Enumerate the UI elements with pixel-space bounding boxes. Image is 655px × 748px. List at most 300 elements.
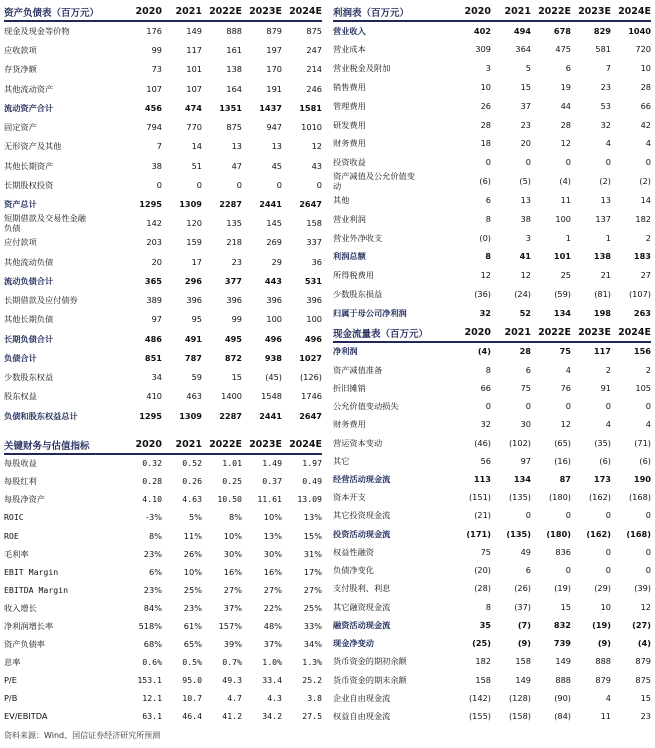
table-row (4, 654, 322, 672)
cell-value: (135) (508, 492, 531, 503)
cell-value: 879 (266, 25, 282, 36)
table-row (4, 407, 322, 426)
cell-value: 23 (600, 82, 611, 93)
cell-value: 17 (191, 256, 202, 267)
cell-value: 35 (479, 619, 491, 630)
row-label: 净利润 (333, 346, 358, 357)
cell-value: 1295 (139, 198, 162, 209)
table-row (4, 491, 322, 509)
row-label: 股东权益 (4, 391, 37, 402)
cell-value: 6 (525, 364, 531, 375)
cell-value: 75 (480, 546, 491, 557)
table-row (4, 618, 322, 636)
cell-value: (162) (588, 492, 611, 503)
table-body (333, 343, 651, 726)
cell-value: 23% (183, 602, 202, 613)
cell-value: 10% (183, 566, 202, 577)
cell-value: 173 (593, 474, 611, 484)
cell-value: 28 (480, 119, 491, 130)
cell-value: 456 (144, 102, 162, 113)
cell-value: 518% (138, 620, 162, 631)
key-indicators-table (4, 436, 322, 726)
cell-value: 938 (264, 352, 282, 363)
column-header: 2024E (618, 327, 651, 338)
cell-value: 15 (640, 692, 651, 703)
row-label: ROE (4, 530, 19, 541)
cell-value: (19) (592, 619, 611, 630)
cell-value: 101 (186, 64, 202, 75)
cell-value: 2 (645, 232, 651, 243)
table-row (333, 285, 651, 304)
table-row (4, 690, 322, 708)
cell-value: 829 (593, 25, 611, 36)
cell-value: 296 (184, 275, 202, 286)
cell-value: 6 (565, 63, 571, 74)
row-label: 其他流动负债 (4, 256, 54, 267)
cell-value: 15 (520, 82, 531, 93)
cell-value: 1581 (299, 102, 322, 113)
cell-value: 13% (303, 512, 322, 523)
cell-value: 1.01 (222, 458, 242, 469)
table-row (4, 349, 322, 368)
column-header: 2020 (464, 6, 491, 17)
cell-value: 159 (186, 237, 202, 248)
cell-value: 875 (635, 674, 651, 685)
column-header: 2022E (538, 6, 571, 17)
row-label: 公允价值变动损失 (333, 401, 399, 412)
cell-value: 0 (525, 510, 531, 521)
cell-value: 875 (226, 122, 242, 133)
table-row (4, 708, 322, 726)
cell-value: 1 (605, 232, 611, 243)
row-label: 融资活动现金流 (333, 619, 391, 630)
cell-value: 1027 (299, 352, 322, 363)
table-row (4, 581, 322, 599)
table-row (333, 434, 651, 452)
cell-value: 34.2 (262, 711, 282, 722)
cell-value: 49.3 (222, 675, 242, 686)
cash-flow-table (333, 324, 651, 726)
cell-value: 0 (236, 179, 242, 190)
row-label: 负债合计 (4, 352, 37, 363)
cell-value: 1 (565, 232, 571, 243)
cell-value: 66 (480, 382, 491, 393)
table-row (333, 525, 651, 543)
cell-value: 28 (560, 119, 571, 130)
cell-value: (168) (628, 492, 651, 503)
cell-value: 4 (605, 138, 611, 149)
cell-value: 269 (266, 237, 282, 248)
table-row (333, 154, 651, 173)
cell-value: 486 (144, 333, 162, 344)
row-label: 其它投资现金流 (333, 510, 391, 521)
cell-value: 475 (555, 44, 571, 55)
cell-value: 1400 (221, 391, 242, 402)
cell-value: 11 (560, 195, 571, 206)
table-row (4, 509, 322, 527)
cell-value: (90) (554, 692, 571, 703)
table-row (4, 311, 322, 330)
row-label: 每股收益 (4, 458, 37, 469)
table-row (333, 78, 651, 97)
cell-value: 1040 (628, 25, 651, 36)
cell-value: 38 (520, 213, 531, 224)
cell-value: 0 (605, 510, 611, 521)
cell-value: 1.97 (302, 458, 322, 469)
cell-value: 91 (600, 382, 611, 393)
cell-value: 25.2 (302, 675, 322, 686)
cell-value: 61% (183, 620, 202, 631)
table-row (333, 343, 651, 361)
row-label: 流动资产合计 (4, 102, 54, 113)
cell-value: 247 (306, 45, 322, 56)
cell-value: 97 (151, 314, 162, 325)
column-header: 2023E (249, 6, 282, 17)
cell-value: 25 (560, 270, 571, 281)
cell-value: 832 (553, 619, 571, 630)
cell-value: 3.8 (307, 693, 322, 704)
table-row (4, 473, 322, 491)
table-row (333, 507, 651, 525)
cell-value: 13 (520, 195, 531, 206)
cell-value: 496 (304, 333, 322, 344)
cell-value: 20 (151, 256, 162, 267)
cell-value: 10 (600, 601, 611, 612)
cell-value: (171) (466, 528, 491, 539)
cell-value: 0 (645, 510, 651, 521)
cell-value: 0 (605, 565, 611, 576)
cell-value: 36 (311, 256, 322, 267)
row-label: 货币资金的期末余额 (333, 674, 407, 685)
table-row (333, 210, 651, 229)
cell-value: 34 (151, 372, 162, 383)
row-label: 现金及现金等价物 (4, 25, 70, 36)
cell-value: 158 (515, 656, 531, 667)
cell-value: 191 (266, 83, 282, 94)
cell-value: 0 (645, 546, 651, 557)
cell-value: 10% (223, 530, 242, 541)
cell-value: 13 (600, 195, 611, 206)
cell-value: 2647 (299, 198, 322, 209)
cell-value: 1010 (301, 122, 322, 133)
row-label: 短期借款及交易性金融 负债 (4, 213, 86, 233)
cell-value: (142) (468, 692, 491, 703)
cell-value: (126) (299, 372, 322, 383)
cell-value: 0.5% (182, 656, 202, 667)
cell-value: 87 (559, 474, 571, 484)
cell-value: 16% (263, 566, 282, 577)
cell-value: 0 (645, 157, 651, 168)
cell-value: 39% (223, 638, 242, 649)
row-label: 其他流动资产 (4, 83, 54, 94)
cell-value: (19) (554, 583, 571, 594)
table-title: 资产负债表（百万元） (4, 7, 100, 19)
column-header: 2024E (289, 439, 322, 450)
row-label: 营业外净收支 (333, 232, 383, 243)
row-label: 息率 (4, 656, 21, 667)
cell-value: 851 (144, 352, 162, 363)
cell-value: 581 (595, 44, 611, 55)
cell-value: 161 (226, 45, 242, 56)
cell-value: 5 (525, 63, 531, 74)
cell-value: 309 (475, 44, 491, 55)
cell-value: 41.2 (222, 711, 242, 722)
cell-value: 51 (191, 160, 202, 171)
cell-value: 377 (224, 275, 242, 286)
cell-value: 23 (231, 256, 242, 267)
cell-value: 1548 (261, 391, 282, 402)
row-label: 财务费用 (333, 419, 366, 430)
cell-value: 198 (593, 307, 611, 318)
cell-value: 0.25 (222, 476, 242, 487)
cell-value: 2647 (299, 410, 322, 421)
cell-value: 0 (316, 179, 322, 190)
cell-value: 99 (151, 45, 162, 56)
cell-value: 875 (306, 25, 322, 36)
cell-value: 4.3 (267, 693, 282, 704)
cell-value: 59 (191, 372, 202, 383)
cell-value: (6) (479, 176, 491, 187)
row-label: 所得税费用 (333, 270, 374, 281)
cell-value: (4) (637, 638, 651, 649)
cell-value: 84% (143, 602, 162, 613)
cell-value: 4 (605, 692, 611, 703)
cell-value: 794 (146, 122, 162, 133)
cell-value: 157% (218, 620, 242, 631)
cell-value: (71) (634, 437, 651, 448)
cell-value: 53 (600, 100, 611, 111)
cell-value: (168) (626, 528, 651, 539)
cell-value: 6 (525, 565, 531, 576)
table-row (333, 41, 651, 60)
table-row (333, 635, 651, 653)
row-label: EBIT Margin (4, 566, 59, 577)
row-label: 其他长期负债 (4, 314, 54, 325)
table-row (333, 544, 651, 562)
cell-value: 63.1 (142, 711, 162, 722)
cell-value: 2287 (219, 198, 242, 209)
cell-value: 0 (276, 179, 282, 190)
cell-value: 3 (485, 63, 491, 74)
cell-value: 396 (266, 295, 282, 306)
cell-value: 4 (565, 364, 571, 375)
cell-value: 0 (196, 179, 202, 190)
cell-value: (20) (474, 565, 491, 576)
cell-value: 28 (519, 346, 531, 357)
cell-value: 1.0% (262, 656, 282, 667)
cell-value: 27% (303, 584, 322, 595)
cell-value: 14 (640, 195, 651, 206)
table-row (333, 598, 651, 616)
cell-value: 8 (485, 601, 491, 612)
cell-value: 12.1 (142, 693, 162, 704)
cell-value: 134 (553, 307, 571, 318)
row-label: 营业成本 (333, 44, 366, 55)
cell-value: 13 (271, 141, 282, 152)
cell-value: (84) (554, 711, 571, 722)
cell-value: 46.4 (182, 711, 202, 722)
cell-value: 7 (605, 63, 611, 74)
cell-value: 0 (525, 157, 531, 168)
cell-value: 443 (264, 275, 282, 286)
table-row (333, 267, 651, 286)
cell-value: 49 (520, 546, 531, 557)
cell-value: 135 (226, 218, 242, 229)
cell-value: 787 (184, 352, 202, 363)
table-row (4, 80, 322, 99)
table-row (4, 157, 322, 176)
cell-value: 22% (263, 602, 282, 613)
cell-value: 33% (303, 620, 322, 631)
cell-value: 1.49 (262, 458, 282, 469)
table-row (4, 118, 322, 137)
cell-value: 0.32 (142, 458, 162, 469)
cell-value: 872 (224, 352, 242, 363)
cell-value: 95.0 (182, 675, 202, 686)
row-label: 管理费用 (333, 100, 366, 111)
table-body (4, 455, 322, 726)
cell-value: 0 (605, 157, 611, 168)
table-row (333, 580, 651, 598)
cell-value: 0 (485, 401, 491, 412)
row-label: 应付款项 (4, 237, 37, 248)
table-row (4, 636, 322, 654)
cell-value: (59) (554, 289, 571, 299)
table-row (333, 229, 651, 248)
cell-value: -3% (146, 512, 162, 523)
cell-value: 32 (479, 307, 491, 318)
column-header: 2020 (135, 439, 162, 450)
table-row (333, 191, 651, 210)
table-row (333, 562, 651, 580)
row-label: 无形资产及其他 (4, 141, 62, 152)
cell-value: 27% (263, 584, 282, 595)
cell-value: 183 (633, 251, 651, 262)
cell-value: (155) (468, 711, 491, 722)
cell-value: (5) (519, 176, 531, 187)
cell-value: (36) (474, 289, 491, 299)
cell-value: 0.49 (302, 476, 322, 487)
cell-value: 10.7 (182, 693, 202, 704)
table-row (333, 248, 651, 267)
cell-value: 10 (480, 82, 491, 93)
cell-value: (9) (597, 638, 611, 649)
cell-value: 158 (475, 674, 491, 685)
cell-value: 12 (560, 138, 571, 149)
row-label: 折旧摊销 (333, 382, 366, 393)
cell-value: 48% (263, 620, 282, 631)
row-label: P/B (4, 693, 18, 704)
cell-value: 30 (520, 419, 531, 430)
cell-value: 720 (635, 44, 651, 55)
cell-value: 197 (266, 45, 282, 56)
cell-value: 8 (485, 251, 491, 262)
cell-value: 337 (306, 237, 322, 248)
cell-value: 56 (480, 455, 491, 466)
cell-value: (37) (514, 601, 531, 612)
cell-value: (2) (639, 176, 651, 187)
cell-value: 14 (191, 141, 202, 152)
cell-value: 8% (149, 530, 162, 541)
row-label: 固定资产 (4, 122, 37, 133)
row-label: 其它 (333, 455, 350, 466)
cell-value: 99 (231, 314, 242, 325)
cell-value: 0 (565, 510, 571, 521)
cell-value: 0 (645, 401, 651, 412)
table-row (4, 672, 322, 690)
cell-value: 32 (480, 419, 491, 430)
balance-sheet-table (4, 3, 322, 426)
cell-value: 21 (600, 270, 611, 281)
cell-value: 20 (520, 138, 531, 149)
cell-value: 364 (515, 44, 531, 55)
table-body (4, 22, 322, 426)
row-label: 其它融资现金流 (333, 601, 391, 612)
table-row (333, 304, 651, 323)
cell-value: 138 (593, 251, 611, 262)
cell-value: 4.7 (227, 693, 242, 704)
cell-value: 8 (485, 213, 491, 224)
cell-value: 138 (226, 64, 242, 75)
cell-value: 4.10 (142, 494, 162, 505)
cell-value: 2 (645, 364, 651, 375)
cell-value: 12 (520, 270, 531, 281)
cell-value: 3 (525, 232, 531, 243)
table-title: 利润表（百万元） (333, 7, 410, 19)
cell-value: 41 (519, 251, 531, 262)
cell-value: 2441 (259, 198, 282, 209)
table-row (4, 137, 322, 156)
table-row (333, 452, 651, 470)
column-header: 2022E (538, 327, 571, 338)
cell-value: 203 (146, 237, 162, 248)
column-header: 2023E (578, 6, 611, 17)
cell-value: 37 (520, 100, 531, 111)
cell-value: 770 (186, 122, 202, 133)
cell-value: 120 (186, 218, 202, 229)
row-label: 营业税金及附加 (333, 63, 391, 74)
cell-value: 28 (640, 82, 651, 93)
cell-value: 66 (640, 100, 651, 111)
table-header (333, 324, 651, 343)
cell-value: 531 (304, 275, 322, 286)
cell-value: 105 (635, 382, 651, 393)
cell-value: 164 (226, 83, 242, 94)
cell-value: 23% (143, 548, 162, 559)
cell-value: 0.6% (142, 656, 162, 667)
cell-value: (46) (474, 437, 491, 448)
table-row (4, 234, 322, 253)
table-row (4, 22, 322, 41)
column-header: 2021 (175, 6, 202, 17)
table-row (4, 387, 322, 406)
cell-value: 5% (189, 512, 202, 523)
cell-value: 27 (640, 270, 651, 281)
cell-value: 396 (186, 295, 202, 306)
table-body (333, 22, 651, 323)
cell-value: 2441 (259, 410, 282, 421)
cell-value: (45) (265, 372, 282, 383)
cell-value: 26% (183, 548, 202, 559)
cell-value: 0 (485, 157, 491, 168)
cell-value: 145 (266, 218, 282, 229)
cell-value: 117 (593, 346, 611, 357)
cell-value: (135) (506, 528, 531, 539)
cell-value: 0 (156, 179, 162, 190)
row-label: 其他长期资产 (4, 160, 54, 171)
cell-value: (0) (479, 232, 491, 243)
cell-value: (4) (559, 176, 571, 187)
